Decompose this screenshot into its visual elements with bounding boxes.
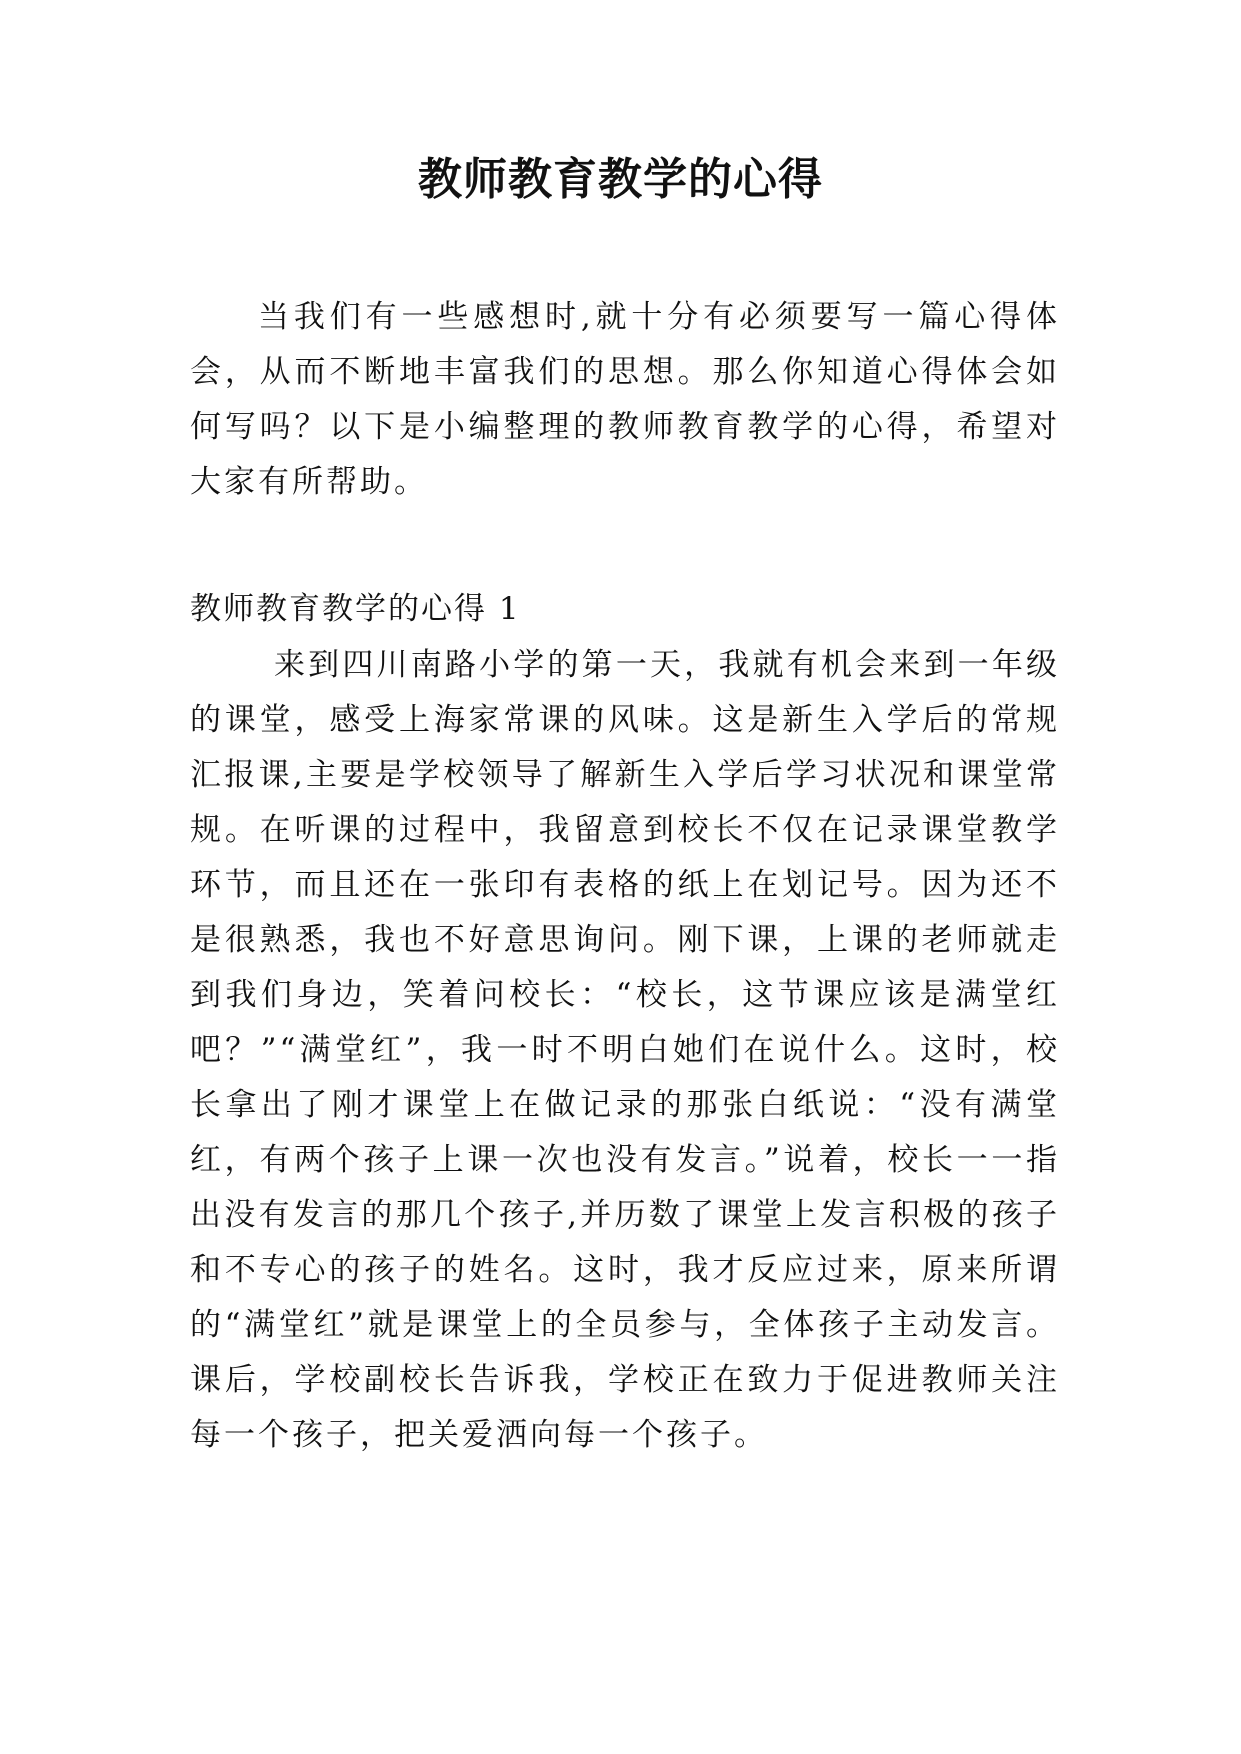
intro-paragraph: 当我们有一些感想时,就十分有必须要写一篇心得体会，从而不断地丰富我们的思想。那么你知道心得体会如何写吗？以下是小编整理的教师教育教学的心得，希望对大家有所帮助。 xyxy=(190,299,1060,500)
section-paragraph: 来到四川南路小学的第一天，我就有机会来到一年级的课堂，感受上海家常课的风味。这是新生入学后的常规汇报课,主要是学校领导了解新生入学后学习状况和课堂常规。在听课的过程中，我留意到校长不仅在记录课堂教学环节，而且还在一张印有表格的纸上在划记号。因为还不是很熟悉，我也不好意思询问。刚下课，上课的老师就走到我们身边，笑着问校长：“校长，这节课应该是满堂红吧？”“满堂红”，我一时不明白她们在说什么。这时，校长拿出了刚才课堂上在做记录的那张白纸说：“没有满堂红，有两个孩子上课一次也没有发言。”说着，校长一一指出没有发言的那几个孩子,并历数了课堂上发言积极的孩子和不专心的孩子的姓名。这时，我才反应过来，原来所谓的“满堂红”就是课堂上的全员参与，全体孩子主动发言。课后，学校副校长告诉我，学校正在致力于促进教师关注每一个孩子，把关爱洒向每一个孩子。 xyxy=(190,647,1060,1453)
page-title: 教师教育教学的心得 xyxy=(418,154,823,205)
section-heading: 教师教育教学的心得 1 xyxy=(190,591,521,627)
